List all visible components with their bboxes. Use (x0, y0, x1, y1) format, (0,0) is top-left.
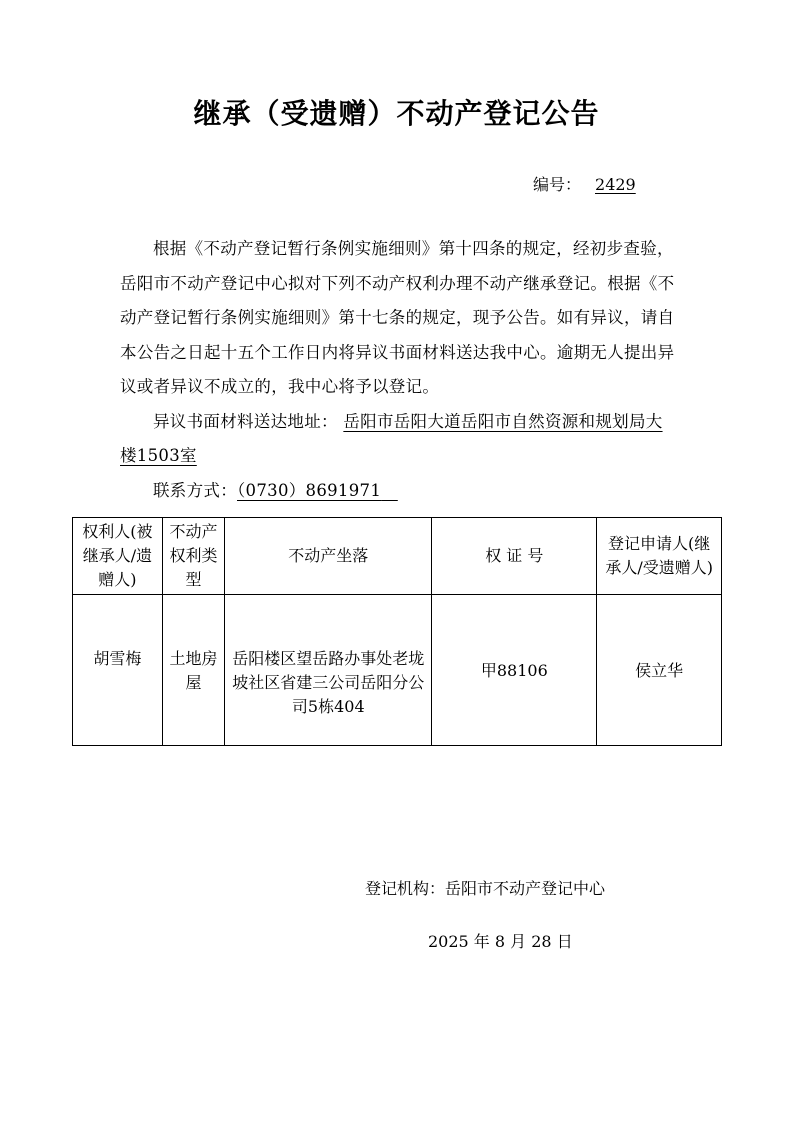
address-line (120, 405, 676, 474)
table-header-row (73, 518, 722, 595)
contact-label: 联系方式： (153, 480, 237, 500)
table-row (73, 595, 722, 746)
cell-holder: 胡雪梅 (73, 595, 163, 746)
cell-location: 岳阳楼区望岳路办事处老垅坡社区省建三公司岳阳分公司5栋404 (225, 595, 432, 746)
document-number (533, 172, 636, 195)
document-number-value: 2429 (595, 175, 636, 194)
announcement-body (120, 232, 676, 508)
header-cert: 权 证 号 (432, 518, 597, 595)
header-applicant: 登记申请人(继承人/受遗赠人) (597, 518, 722, 595)
document-number-label: 编号： (533, 175, 582, 194)
cell-cert: 甲88106 (432, 595, 597, 746)
header-type: 不动产权利类型 (162, 518, 224, 595)
contact-line (120, 474, 676, 509)
registration-authority: 登记机构：岳阳市不动产登记中心 (365, 879, 606, 898)
announcement-date: 2025 年 8 月 28 日 (428, 932, 573, 951)
cell-applicant: 侯立华 (597, 595, 722, 746)
address-value: 岳阳市岳阳大道岳阳市自然资源和规划局大楼1503室 (120, 411, 663, 465)
header-location: 不动产坐落 (225, 518, 432, 595)
registration-table (72, 517, 722, 746)
cell-type: 土地房屋 (162, 595, 224, 746)
contact-value: （0730）8691971 (237, 480, 382, 500)
address-label: 异议书面材料送达地址： (153, 411, 338, 431)
header-holder: 权利人(被继承人/遗赠人) (73, 518, 163, 595)
announcement-paragraph: 根据《不动产登记暂行条例实施细则》第十四条的规定，经初步查验，岳阳市不动产登记中心拟对下列不动产权利办理不动产继承登记。根据《不动产登记暂行条例实施细则》第十七条的规定，现予公告。如有异议，请自本公告之日起十五个工作日内将异议书面材料送达我中心。逾期无人提出异议或者异议不成立的，我中心将予以登记。 (120, 239, 675, 396)
page-title: 继承（受遗赠）不动产登记公告 (193, 97, 600, 130)
